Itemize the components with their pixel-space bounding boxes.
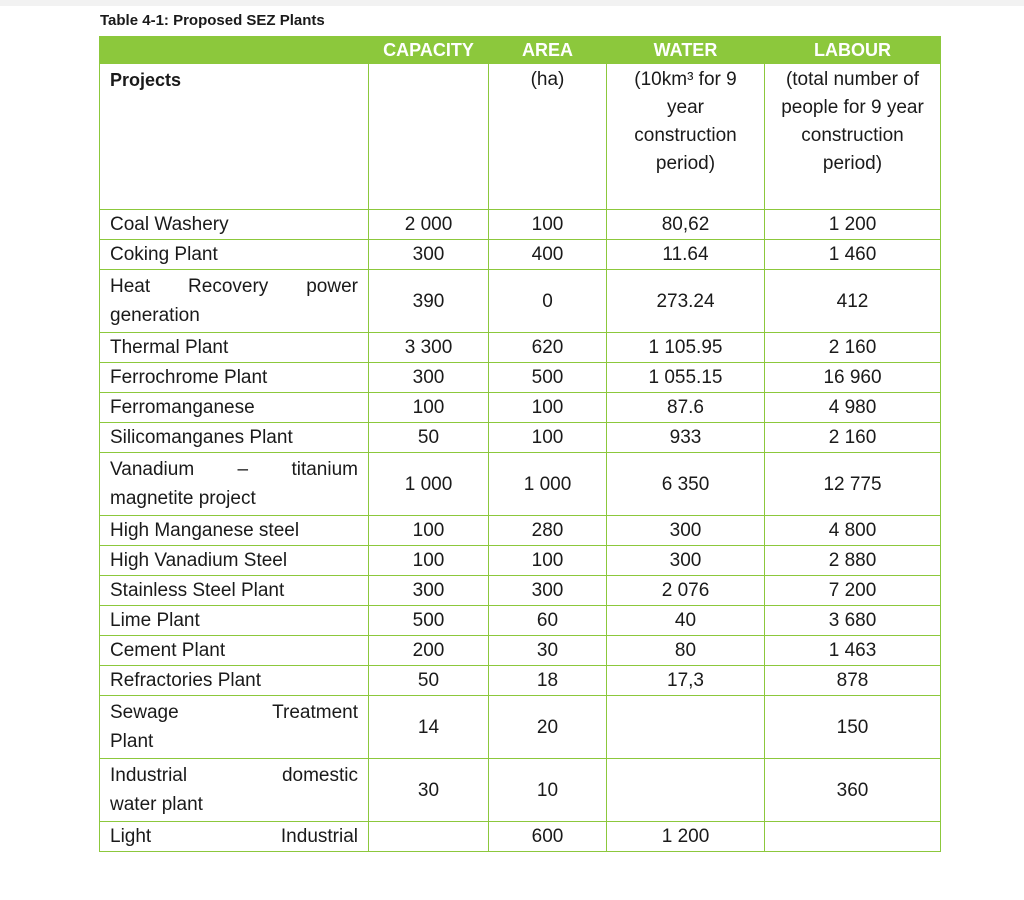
capacity-cell: 300 — [369, 363, 489, 393]
water-cell: 11.64 — [607, 240, 765, 270]
water-cell: 87.6 — [607, 393, 765, 423]
project-name-cell: Stainless Steel Plant — [100, 576, 369, 606]
labour-cell: 16 960 — [765, 363, 941, 393]
table-row — [100, 516, 941, 546]
project-name-cell: Silicomanganes Plant — [100, 423, 369, 453]
water-cell — [607, 696, 765, 759]
capacity-cell: 1 000 — [369, 453, 489, 516]
project-name-line2: Plant — [110, 731, 154, 752]
water-cell: 17,3 — [607, 666, 765, 696]
labour-cell: 150 — [765, 696, 941, 759]
labour-cell: 4 980 — [765, 393, 941, 423]
labour-cell: 2 880 — [765, 546, 941, 576]
header-water-unit: (10km³ for 9 year construction period) — [607, 64, 765, 210]
labour-cell: 1 460 — [765, 240, 941, 270]
labour-cell: 1 463 — [765, 636, 941, 666]
table-row — [100, 240, 941, 270]
area-cell: 600 — [489, 822, 607, 852]
area-cell: 0 — [489, 270, 607, 333]
project-name-line2: water plant — [110, 794, 203, 815]
water-cell: 933 — [607, 423, 765, 453]
water-cell: 6 350 — [607, 453, 765, 516]
water-cell: 40 — [607, 606, 765, 636]
header-projects: Projects — [100, 64, 369, 210]
project-name-cell: Coal Washery — [100, 210, 369, 240]
project-name-cell: High Vanadium Steel — [100, 546, 369, 576]
capacity-cell: 300 — [369, 240, 489, 270]
table-caption: Table 4-1: Proposed SEZ Plants — [100, 12, 325, 29]
capacity-cell: 30 — [369, 759, 489, 822]
project-name-line2: generation — [110, 305, 200, 326]
header-capacity: CAPACITY — [369, 37, 489, 64]
table-row — [100, 822, 941, 852]
project-name-cell: Ferromanganese — [100, 393, 369, 423]
water-cell — [607, 759, 765, 822]
labour-cell — [765, 822, 941, 852]
capacity-cell: 50 — [369, 666, 489, 696]
table-row — [100, 636, 941, 666]
area-cell: 10 — [489, 759, 607, 822]
header-row — [100, 37, 941, 64]
project-name-cell — [100, 822, 369, 852]
capacity-cell: 2 000 — [369, 210, 489, 240]
project-name-line1: Industrial domestic — [110, 765, 358, 786]
labour-cell: 2 160 — [765, 333, 941, 363]
table-row — [100, 333, 941, 363]
capacity-cell: 500 — [369, 606, 489, 636]
header-projects-band — [100, 37, 369, 64]
water-cell: 300 — [607, 546, 765, 576]
labour-cell: 3 680 — [765, 606, 941, 636]
capacity-cell — [369, 822, 489, 852]
capacity-cell: 390 — [369, 270, 489, 333]
header-labour-unit: (total number of people for 9 year construction period) — [765, 64, 941, 210]
labour-cell: 12 775 — [765, 453, 941, 516]
water-cell: 1 105.95 — [607, 333, 765, 363]
area-cell: 280 — [489, 516, 607, 546]
project-name-cell — [100, 270, 369, 333]
sez-plants-table — [99, 36, 941, 852]
project-name-line1: Sewage Treatment — [110, 702, 358, 723]
project-name-line2: magnetite project — [110, 488, 256, 509]
header-water: WATER — [607, 37, 765, 64]
table-body — [100, 210, 941, 852]
water-cell: 80 — [607, 636, 765, 666]
project-name-cell: Ferrochrome Plant — [100, 363, 369, 393]
area-cell: 100 — [489, 546, 607, 576]
area-cell: 400 — [489, 240, 607, 270]
project-name-cell: Refractories Plant — [100, 666, 369, 696]
labour-cell: 1 200 — [765, 210, 941, 240]
table-row — [100, 423, 941, 453]
area-cell: 30 — [489, 636, 607, 666]
capacity-cell: 300 — [369, 576, 489, 606]
table-row — [100, 666, 941, 696]
project-name-cell — [100, 759, 369, 822]
table-row — [100, 696, 941, 759]
labour-cell: 360 — [765, 759, 941, 822]
project-name-line1: Vanadium – titanium — [110, 459, 358, 480]
header-area-unit: (ha) — [489, 64, 607, 210]
area-cell: 20 — [489, 696, 607, 759]
area-cell: 500 — [489, 363, 607, 393]
labour-cell: 7 200 — [765, 576, 941, 606]
table-row — [100, 363, 941, 393]
project-name-cell — [100, 453, 369, 516]
area-cell: 100 — [489, 210, 607, 240]
area-cell: 1 000 — [489, 453, 607, 516]
header-capacity-unit — [369, 64, 489, 210]
capacity-cell: 200 — [369, 636, 489, 666]
project-name-cell: Coking Plant — [100, 240, 369, 270]
project-name-label: Light Industrial — [110, 826, 358, 847]
top-strip — [0, 0, 1024, 6]
labour-cell: 412 — [765, 270, 941, 333]
header-labour: LABOUR — [765, 37, 941, 64]
table-row — [100, 210, 941, 240]
table-row — [100, 393, 941, 423]
water-cell: 273.24 — [607, 270, 765, 333]
capacity-cell: 100 — [369, 393, 489, 423]
project-name-line1: Heat Recovery power — [110, 276, 358, 297]
area-cell: 300 — [489, 576, 607, 606]
area-cell: 60 — [489, 606, 607, 636]
water-cell: 1 055.15 — [607, 363, 765, 393]
water-cell: 80,62 — [607, 210, 765, 240]
water-cell: 300 — [607, 516, 765, 546]
project-name-cell: Thermal Plant — [100, 333, 369, 363]
table-row — [100, 453, 941, 516]
labour-cell: 2 160 — [765, 423, 941, 453]
table-row — [100, 270, 941, 333]
water-cell: 1 200 — [607, 822, 765, 852]
capacity-cell: 14 — [369, 696, 489, 759]
project-name-cell: Lime Plant — [100, 606, 369, 636]
header-area: AREA — [489, 37, 607, 64]
project-name-cell: High Manganese steel — [100, 516, 369, 546]
area-cell: 100 — [489, 423, 607, 453]
project-name-cell — [100, 696, 369, 759]
header-subrow — [100, 64, 941, 210]
area-cell: 100 — [489, 393, 607, 423]
table-row — [100, 759, 941, 822]
labour-cell: 878 — [765, 666, 941, 696]
labour-cell: 4 800 — [765, 516, 941, 546]
water-cell: 2 076 — [607, 576, 765, 606]
capacity-cell: 100 — [369, 516, 489, 546]
capacity-cell: 3 300 — [369, 333, 489, 363]
area-cell: 620 — [489, 333, 607, 363]
capacity-cell: 50 — [369, 423, 489, 453]
capacity-cell: 100 — [369, 546, 489, 576]
table-row — [100, 546, 941, 576]
table-row — [100, 576, 941, 606]
area-cell: 18 — [489, 666, 607, 696]
table-row — [100, 606, 941, 636]
project-name-cell: Cement Plant — [100, 636, 369, 666]
